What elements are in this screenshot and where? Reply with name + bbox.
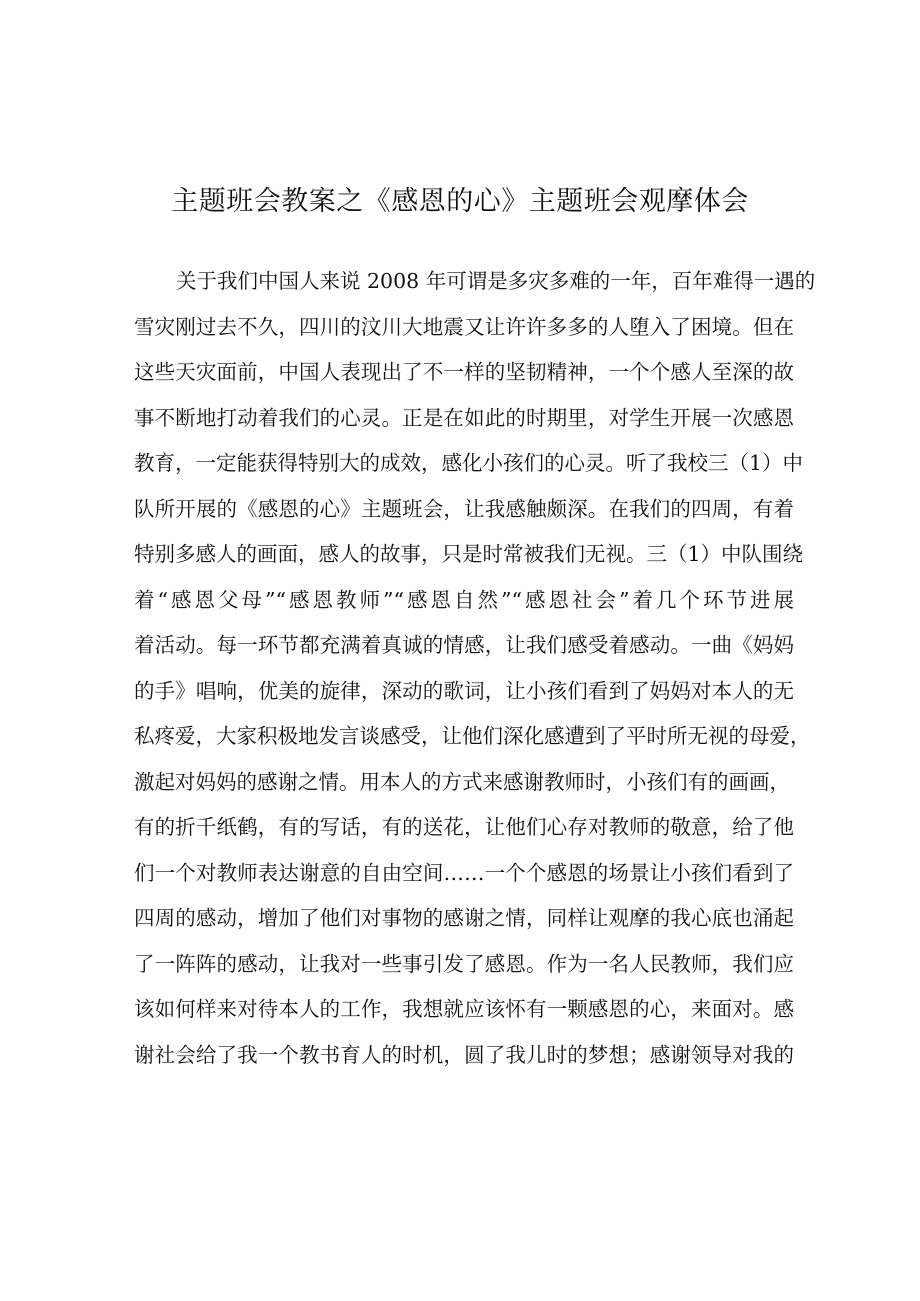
- paragraph-line: 私疼爱，大家积极地发言谈感受，让他们深化感遭到了平时所无视的母爱，: [134, 724, 811, 748]
- paragraph-line: 的手》唱响，优美的旋律，深动的歌词，让小孩们看到了妈妈对本人的无: [134, 678, 794, 703]
- paragraph-line: 关于我们中国人来说 2008 年可谓是多灾多难的一年，百年难得一遇的: [176, 269, 816, 293]
- paragraph-line: 队所开展的《感恩的心》主题班会，让我感触颇深。在我们的四周，有着: [134, 496, 794, 521]
- paragraph-line: 激起对妈妈的感谢之情。用本人的方式来感谢教师时，小孩们有的画画，: [134, 769, 790, 794]
- paragraph-line: 这些天灾面前，中国人表现出了不一样的坚韧精神，一个个感人至深的故: [134, 360, 794, 384]
- paragraph-line: 了一阵阵的感动，让我对一些事引发了感恩。作为一名人民教师，我们应: [134, 951, 794, 976]
- paragraph-line: 着活动。每一环节都充满着真诚的情感，让我们感受着感动。一曲《妈妈: [134, 633, 794, 657]
- paragraph-line: 谢社会给了我一个教书育人的时机，圆了我儿时的梦想；感谢领导对我的: [134, 1042, 794, 1067]
- paragraph-line: 有的折千纸鹤，有的写话，有的送花，让他们心存对教师的敬意，给了他: [134, 815, 794, 839]
- paragraph-line: 着“感恩父母”“感恩教师”“感恩自然”“感恩社会”着几个环节进展: [134, 587, 794, 612]
- paragraph-line: 事不断地打动着我们的心灵。正是在如此的时期里，对学生开展一次感恩: [134, 405, 794, 430]
- paragraph-line: 雪灾刚过去不久，四川的汶川大地震又让许许多多的人堕入了困境。但在: [134, 314, 794, 339]
- paragraph-line: 特别多感人的画面，感人的故事，只是时常被我们无视。三（1）中队围绕: [134, 542, 804, 566]
- paragraph-line: 四周的感动，增加了他们对事物的感谢之情，同样让观摩的我心底也涌起: [134, 906, 794, 930]
- paragraph-line: 教育，一定能获得特别大的成效，感化小孩们的心灵。听了我校三（1）中: [134, 451, 804, 475]
- paragraph-line: 们一个对教师表达谢意的自由空间……一个个感恩的场景让小孩们看到了: [134, 860, 794, 885]
- document-title: 主题班会教案之《感恩的心》主题班会观摩体会: [171, 186, 749, 217]
- paragraph-line: 该如何样来对待本人的工作，我想就应该怀有一颗感恩的心，来面对。感: [134, 997, 794, 1021]
- document-body: [134, 262, 816, 1081]
